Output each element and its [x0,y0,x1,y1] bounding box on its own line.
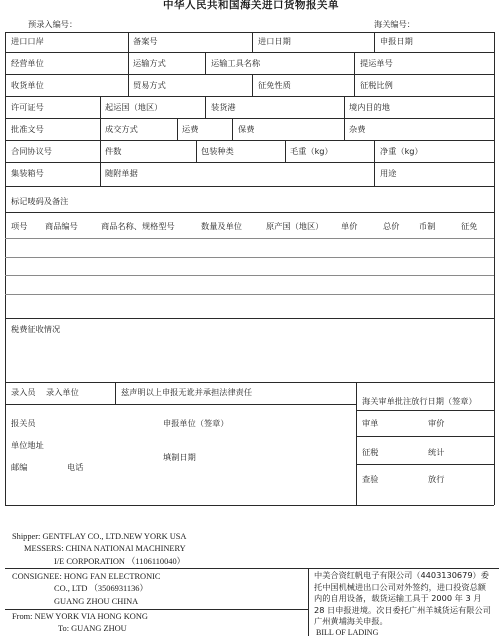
fill-date-label: 填制日期 [163,452,196,462]
operating-unit-label: 经营单位 [11,58,44,68]
trade-mode-label: 贸易方式 [133,80,166,90]
goods-row-divider [5,238,494,239]
col-divider [100,118,101,140]
row-divider [5,186,494,187]
col-divider [100,96,101,118]
goods-col-name: 商品名称、规格型号 [101,221,175,231]
import-date-label: 进口日期 [258,36,291,46]
declaring-unit-label: 申报单位（签章） [163,418,229,428]
declare-date-label: 申报日期 [380,36,413,46]
consignee-co-text: CO., LTD （3506931136） [54,584,148,593]
release-label: 放行 [428,474,445,484]
container-no-label: 集装箱号 [11,168,44,178]
frame-bottom [5,505,494,506]
misc-fee-label: 杂费 [349,124,366,134]
col-divider [205,96,206,118]
bill-col-divider [308,568,309,636]
col-divider [205,52,206,74]
bill-divider [5,609,308,610]
messers-corp-text: I/E CORPORATION （1106110040） [54,557,186,566]
goods-col-currency: 币制 [419,221,436,231]
bill-divider [5,568,499,569]
shipper-text: Shipper: GENTFLAY CO., LTD.NEW YORK USA [12,532,187,541]
entry-unit-label: 录入单位 [46,387,79,397]
usage-label: 用途 [380,168,397,178]
import-port-label: 进口口岸 [11,36,44,46]
package-type-label: 包装种类 [201,146,234,156]
row-divider [5,118,494,119]
row-divider [5,52,494,53]
contract-no-label: 合同协议号 [11,146,52,156]
col-divider [344,96,345,118]
goods-row-divider [5,257,494,258]
goods-col-unit-price: 单价 [341,221,358,231]
declaration-statement: 兹声明以上申报无讹并承担法律责任 [121,387,253,397]
approval-no-label: 批准文号 [11,124,44,134]
col-divider [128,52,129,96]
col-divider [177,118,178,140]
row-divider [5,162,494,163]
col-divider [374,32,375,52]
frame-left [5,32,6,505]
marks-label: 标记唛码及备注 [11,196,69,206]
pre-entry-no-label: 预录入编号： [28,19,78,29]
tax-ratio-label: 征税比例 [360,80,393,90]
col-divider [374,140,375,162]
unit-address-label: 单位地址 [11,440,44,450]
declarant-label: 报关员 [11,418,36,428]
col-divider [356,382,357,505]
exemption-nature-label: 征免性质 [258,80,291,90]
row-divider [5,140,494,141]
customs-release-title: 海关审单批注放行日期（签章） [362,396,477,406]
goods-col-exemption: 征免 [461,221,478,231]
bill-no-label: 提运单号 [360,58,393,68]
freight-label: 运费 [182,124,199,134]
col-divider [285,140,286,162]
postcode-label: 邮编 [11,462,28,472]
price-review-label: 审价 [428,418,445,428]
levy-label: 征税 [362,447,379,457]
col-divider [344,118,345,140]
goods-col-qty: 数量及单位 [201,221,242,231]
goods-row-divider [5,275,494,276]
entry-clerk-label: 录入员 [11,387,36,397]
consignee-text: CONSIGNEE: HONG FAN ELECTRONIC [12,572,161,581]
review-label: 审单 [362,418,379,428]
goods-col-total: 总价 [383,221,400,231]
insurance-label: 保费 [238,124,255,134]
record-no-label: 备案号 [133,36,158,46]
frame-top [5,32,494,33]
row-divider [5,404,356,405]
messers-text: MESSERS: CHINA NATIONAl MACHINERY [24,544,186,553]
net-weight-label: 净重（kg） [380,146,423,156]
col-divider [128,32,129,52]
col-divider [232,118,233,140]
row-divider [5,382,494,383]
goods-row-divider [5,294,494,295]
to-text: To: GUANG ZHOU [58,624,127,633]
row-divider [356,464,494,465]
row-divider [5,318,494,319]
col-divider [252,32,253,52]
col-divider [100,140,101,162]
customs-no-label: 海关编号： [374,19,415,29]
col-divider [196,140,197,162]
pieces-label: 件数 [105,146,122,156]
col-divider [354,52,355,96]
frame-right [494,32,495,505]
origin-country-label: 起运国（地区） [105,102,163,112]
license-no-label: 许可证号 [11,102,44,112]
col-divider [252,74,253,96]
transaction-mode-label: 成交方式 [105,124,138,134]
form-title: 中华人民共和国海关进口货物报关单 [163,0,339,11]
col-divider [374,162,375,186]
inspection-label: 查验 [362,474,379,484]
row-divider [356,410,494,411]
bill-note-text: 中美合资红帆电子有限公司（4403130679）委托中国机械进出口公司对外签约，进口投资总额内的自用设备，载货运输工具于 2000 年 3 月 28 日申报进境。次日委托广州羊城货运有限公司广州黄埔海关申报。 [314,570,491,627]
row-divider [5,212,494,213]
tax-collection-label: 税费征收情况 [11,324,61,334]
row-divider [356,436,494,437]
destination-label: 境内目的地 [349,102,390,112]
row-divider [5,74,494,75]
goods-col-item: 项号 [11,221,28,231]
attached-docs-label: 随附单据 [105,168,138,178]
vehicle-name-label: 运输工具名称 [211,58,261,68]
statistics-label: 统计 [428,447,445,457]
phone-label: 电话 [67,462,84,472]
goods-col-code: 商品编号 [45,221,78,231]
goods-col-origin: 原产国（地区） [266,221,324,231]
consignee-unit-label: 收货单位 [11,80,44,90]
col-divider [115,382,116,404]
consignee-city-text: GUANG ZHOU CHINA [54,597,139,606]
loading-port-label: 装货港 [211,102,236,112]
from-text: From: NEW YORK VIA HONG KONG [12,612,148,621]
row-divider [5,96,494,97]
transport-mode-label: 运输方式 [133,58,166,68]
gross-weight-label: 毛重（kg） [290,146,333,156]
col-divider [100,162,101,186]
bill-of-lading-title: BILL OF LADING [316,628,379,637]
